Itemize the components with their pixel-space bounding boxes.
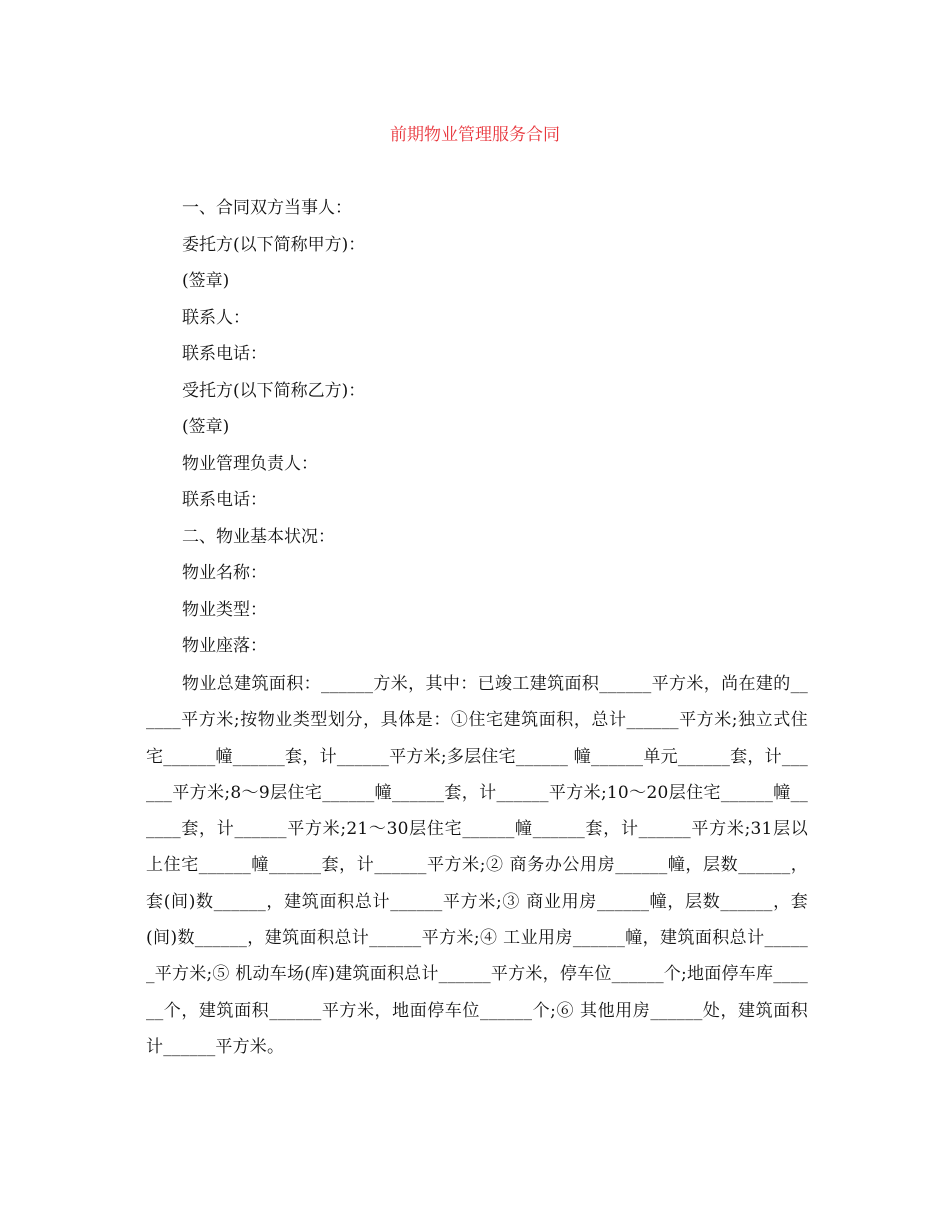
field-party-a-contact: 联系人：: [182, 307, 250, 328]
field-party-b: 受托方(以下简称乙方)：: [182, 380, 366, 401]
contract-fields: [182, 196, 842, 671]
property-area-paragraph: 物业总建筑面积：______方米，其中：已竣工建筑面积______平方米，尚在建的______平方米;按物业类型划分，具体是：①住宅建筑面积，总计______平方米;独立式住宅______幢______套，计______平方米;多层住宅______ 幢______单元______套，计______平方米;8～9层住宅______幢______套，计______平方米;10～20层住宅______幢______套，计______平方米;21～30层住宅______幢______套，计______平方米;31层以上住宅______幢______套，计______平方米;② 商务办公用房______幢，层数______，套(间)数______，建筑面积总计______平方米;③ 商业用房______幢，层数______，套(间)数______，建筑面积总计______平方米;④ 工业用房______幢，建筑面积总计______平方米;⑤ 机动车场(库)建筑面积总计______平方米，停车位______个;地面停车库______个，建筑面积______平方米，地面停车位______个;⑥ 其他用房______处，建筑面积计______平方米。: [146, 674, 808, 1057]
section-heading-property: 二、物业基本状况：: [182, 526, 335, 547]
section-heading-parties: 一、合同双方当事人：: [182, 198, 352, 218]
field-property-type: 物业类型：: [182, 599, 267, 620]
field-property-location: 物业座落：: [182, 636, 267, 656]
field-party-a-seal: (签章): [182, 271, 230, 291]
document-title: 前期物业管理服务合同: [390, 125, 560, 145]
field-party-a: 委托方(以下简称甲方)：: [182, 234, 366, 255]
field-property-name: 物业名称：: [182, 563, 267, 583]
field-party-b-seal: (签章): [182, 417, 230, 437]
field-party-a-phone: 联系电话：: [182, 344, 267, 364]
field-party-b-phone: 联系电话：: [182, 490, 267, 510]
field-party-b-manager: 物业管理负责人：: [182, 453, 318, 474]
